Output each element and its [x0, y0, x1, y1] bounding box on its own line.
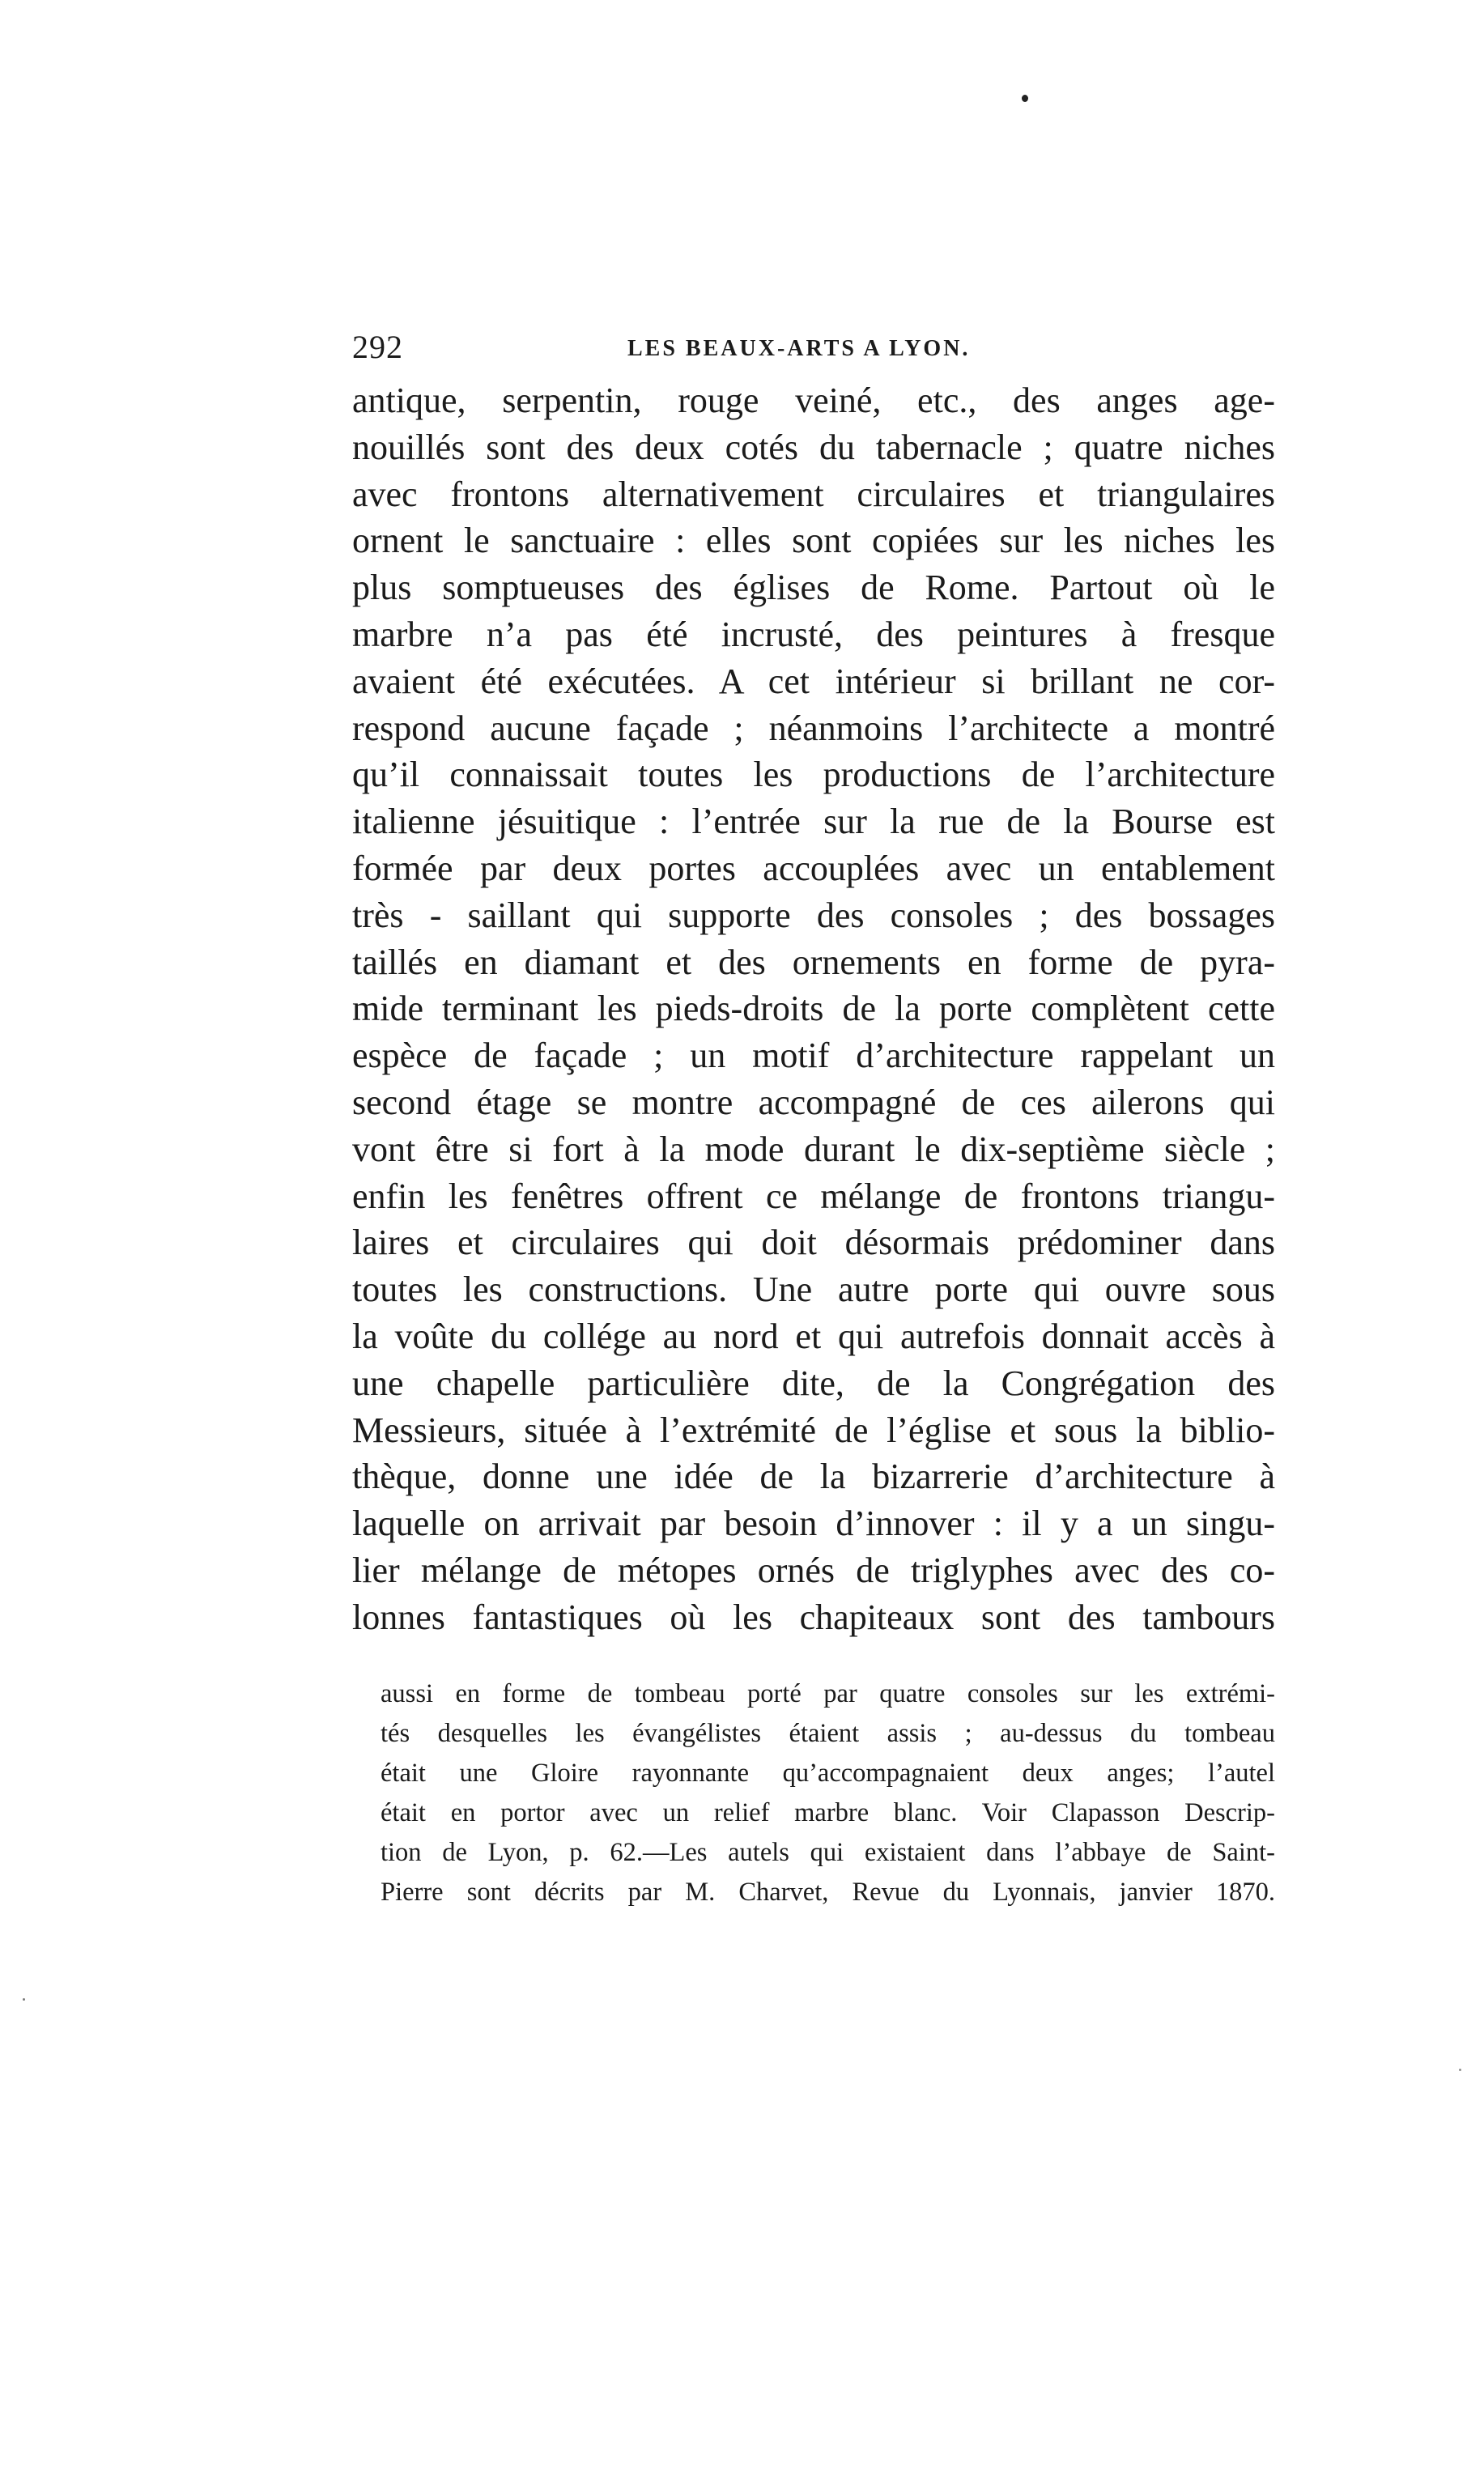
ink-speck: [23, 1998, 25, 2001]
text-line: mide terminant les pieds-droits de la porte complètent cette: [352, 989, 1275, 1029]
footnote: [381, 1674, 1275, 1912]
text-line: antique, serpentin, rouge veiné, etc., des anges age-: [352, 381, 1275, 420]
ink-speck: [1022, 95, 1028, 102]
text-line: thèque, donne une idée de la bizarrerie d’architecture à: [352, 1457, 1275, 1497]
text-line: laquelle on arrivait par besoin d’innover : il y a un singu-: [352, 1504, 1275, 1544]
text-line: espèce de façade ; un motif d’architecture rappelant un: [352, 1036, 1275, 1076]
text-line: Messieurs, située à l’extrémité de l’église et sous la biblio-: [352, 1410, 1275, 1450]
text-line: très - saillant qui supporte des consoles ; des bossages: [352, 895, 1275, 935]
running-head: LES BEAUX-ARTS A LYON.: [627, 336, 971, 361]
text-line: taillés en diamant et des ornements en forme de pyra-: [352, 942, 1275, 982]
text-line: ornent le sanctuaire : elles sont copiées sur les niches les: [352, 521, 1275, 561]
ink-speck: [1459, 2069, 1461, 2071]
text-line: respond aucune façade ; néanmoins l’architecte a montré: [352, 708, 1275, 748]
text-line: avec frontons alternativement circulaires et triangulaires: [352, 474, 1275, 514]
text-line: nouillés sont des deux cotés du tabernacle ; quatre niches: [352, 427, 1275, 467]
text-line: lonnes fantastiques où les chapiteaux sont des tambours: [352, 1597, 1275, 1637]
page-number: 292: [352, 329, 403, 365]
page-header: [352, 328, 1275, 376]
text-line: lier mélange de métopes ornés de triglyphes avec des co-: [352, 1550, 1275, 1590]
text-line: plus somptueuses des églises de Rome. Partout où le: [352, 568, 1275, 608]
text-line: vont être si fort à la mode durant le dix-septième siècle ;: [352, 1129, 1275, 1169]
text-line: second étage se montre accompagné de ces ailerons qui: [352, 1082, 1275, 1122]
footnote-line: Pierre sont décrits par M. Charvet, Revue du Lyonnais, janvier 1870.: [381, 1878, 1275, 1907]
footnote-line: tion de Lyon, p. 62.—Les autels qui existaient dans l’abbaye de Saint-: [381, 1838, 1275, 1867]
footnote-line: tés desquelles les évangélistes étaient assis ; au-dessus du tombeau: [381, 1719, 1275, 1748]
main-text: [352, 377, 1275, 1641]
text-line: qu’il connaissait toutes les productions de l’architecture: [352, 755, 1275, 795]
text-line: laires et circulaires qui doit désormais prédominer dans: [352, 1223, 1275, 1263]
footnote-line: aussi en forme de tombeau porté par quatre consoles sur les extrémi-: [381, 1679, 1275, 1708]
text-line: une chapelle particulière dite, de la Congrégation des: [352, 1363, 1275, 1403]
footnote-line: était une Gloire rayonnante qu’accompagnaient deux anges; l’autel: [381, 1759, 1275, 1788]
text-line: enfin les fenêtres offrent ce mélange de frontons triangu-: [352, 1176, 1275, 1216]
text-line: toutes les constructions. Une autre porte qui ouvre sous: [352, 1270, 1275, 1310]
text-line: avaient été exécutées. A cet intérieur si brillant ne cor-: [352, 661, 1275, 701]
text-line: marbre n’a pas été incrusté, des peintures à fresque: [352, 614, 1275, 654]
text-line: la voûte du collége au nord et qui autrefois donnait accès à: [352, 1316, 1275, 1356]
text-line: italienne jésuitique : l’entrée sur la rue de la Bourse est: [352, 802, 1275, 842]
text-line: formée par deux portes accouplées avec un entablement: [352, 848, 1275, 888]
footnote-line: était en portor avec un relief marbre blanc. Voir Clapasson Descrip-: [381, 1798, 1275, 1827]
